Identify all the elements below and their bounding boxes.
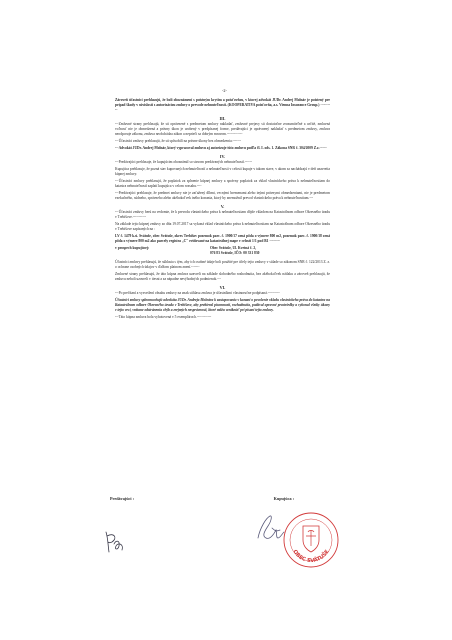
page-number: -2- [222,88,227,93]
svg-text:OBEC SVÄTUŠE [291,549,330,565]
buyer-signature-label: Kupujúca : [273,496,294,501]
section-v-paragraph-2: Na základe tejto kúpnej zmluvy zo dňa 19.07.2017 sa vykoná vklad vlastníckeho práva k nehnuteľnostiam na Katastrálnom odbore Okresného úradu v Trebišove zapísaných na : [115,222,330,231]
seller-signature [100,528,130,554]
section-v-after-1: Účastníci zmluvy prehlasujú, že súhlasia s tým, aby ich osobné údaje boli použité pre účely tejto zmluvy v súlade so zákonom SNR č. 122/2013 Z. z. o ochrane osobných údajov v ďalšom platnom znení.------- [115,260,330,269]
buyer-address [210,246,330,256]
section-vi-paragraph-2: Účastníci zmluvy splnomocňujú advokáta JUDr. Andreja Molnára k zastupovaniu v konaní o povolenie vkladu vlastníckeho práva do katastra na Katastrálnom odbore Okresného úradu v Trebišove, aby prebieral písomnosti, rozhodnutia, podával opravné prostriedky a vykonal všetky úkony v tejto veci, vrátane odstránenia chýb a zrejmých nesprávností, ktoré môžu vzniknúť pri písaní tejto zmluvy. [115,298,330,312]
section-iv-heading: IV. [219,154,226,159]
section-iv-paragraph-2: Kupujúca prehlasuje, že pozná stav kupovaných nehnuteľností a nehnuteľnosti v celosti kupuje v takom stave, v akom sa nachádzajú v deň uzavretia kúpnej zmluvy. [115,167,330,176]
section-iv-paragraph-1: ---Predávajúci prehlasuje, že kupujúcim oboznámil so stavom predávaných nehnuteľností.------ [115,160,252,164]
buyer-address-line-1: Obec Svätuše, Ul. Kvetná č. 2, [210,246,257,250]
signature-labels [110,496,330,501]
section-v-paragraph-3: LV č. 1479 k.ú. Svätuše, obec Svätuše, okres Trebišov pozemok parc. č. 1900/17 orná pôda o výmere 800 m2, pozemok parc. č. 1900/18 orná pôda o výmere 800 m2 ako parcely registra „C" evidované na katastrálnej mape v celosti 1/1 pod B1 --------- [115,234,330,243]
section-iii-paragraph-1: ---Zmluvné strany prehlasujú, že sú oprávnené s predmetom zmluvy nakladať, zmluvné prejavy sú dostatočne zrozumiteľné a určité, zmluvná voľnosť nie je obmedzená a právny úkon je urobený v predpísanej forme, predávajúci je oprávnený nakladať s predmetom zmluvy, zmluva neodporuje zákonu, zmluva neobchádza zákon a neprieči sa dobrým mravom.------------- [115,122,330,136]
section-iii-paragraph-3: ---Advokát JUDr. Andrej Molnár, ktorý vypracoval zmluvu aj autorizuje túto zmluvu podľa čl. I. ods. 1. Zákona SNR č. 304/2009 Z.z.------ [115,146,327,150]
buyer-label: v prospech kupujúcej: [115,246,150,250]
section-v-paragraph-1: ---Účastníci zmluvy berú na vedomie, že k prevodu vlastníckeho práva k nehnuteľnostiam dôjde vkladom na Katastrálnom odbore Okresného úradu v Trebišove.----------- [115,210,330,219]
section-iv-paragraph-3: ---Účastníci zmluvy prehlasujú, že poplatok za splnenie kúpnej zmluvy a správny poplatok za vklad vlastníckeho práva k nehnuteľnostiam do katastra nehnuteľností zaplatí kupujúca v celom rozsahu.---- [115,179,330,188]
section-v-after-2: Zmluvné strany prehlasujú, že táto kúpna zmluva uzavreli na základe slobodného rozhodnutia, bez akéhokoľvek nátlaku a zároveň prehlasujú, že zmluvu neboli uzavreli v tiesni a za nápadne nevýhodných podmienok.--- [115,272,330,281]
seller-label: Predávajúci : [110,496,134,501]
section-iv-paragraph-4: ---Predávajúci prehlasuje, že predmet zmluvy nie je zaťažený dlhmi, vecnými bremenami alebo inými právnymi obmedzeniami, nie je predmetom exekučného, súdneho, správneho alebo akéhokoľvek iného konania, ktorý by znemožnil prevod vlastníckeho práva k nehnuteľnostiam.--- [115,191,330,200]
buyer-address-line-2: 076 83 Svätuše, IČO: 00 331 830 [210,251,260,255]
section-iii-heading: III. [219,116,226,121]
intro-paragraph: Zároveň účastníci prehlasujú, že boli oboznámení s poistným krytím a poisťovňou, v ktorej advokát JUDr. Andrej Molnár je poistený pre prípad škody v súvislosti s autorizáciou zmluvy o prevode nehnuteľností. (KOOPERATIVA poisťovňa, a.s. Vienna Insurance Group.) ---------- [115,98,330,112]
seal-text: OBEC SVÄTUŠE [291,548,331,565]
section-vi-paragraph-3: ---Táto kúpna zmluva bola vyhotovená v 5 exemplároch.------------ [115,315,212,319]
document-body [115,98,330,322]
section-v-heading: V. [220,204,225,209]
municipal-seal [281,510,341,570]
section-iii-paragraph-2: ---Účastníci zmluvy prehlasujú, že sú spôsobilí na právne úkony bez obmedzenia.------- [115,139,241,143]
buyer-block [115,246,330,256]
section-vi-paragraph-1: ---Po prečítaní a vysvetlení obsahu zmluvy na znak súhlasu zmluva je účastníkmi vlastnoručne podpísaná.---------- [115,291,280,295]
section-vi-heading: VI. [219,285,226,290]
